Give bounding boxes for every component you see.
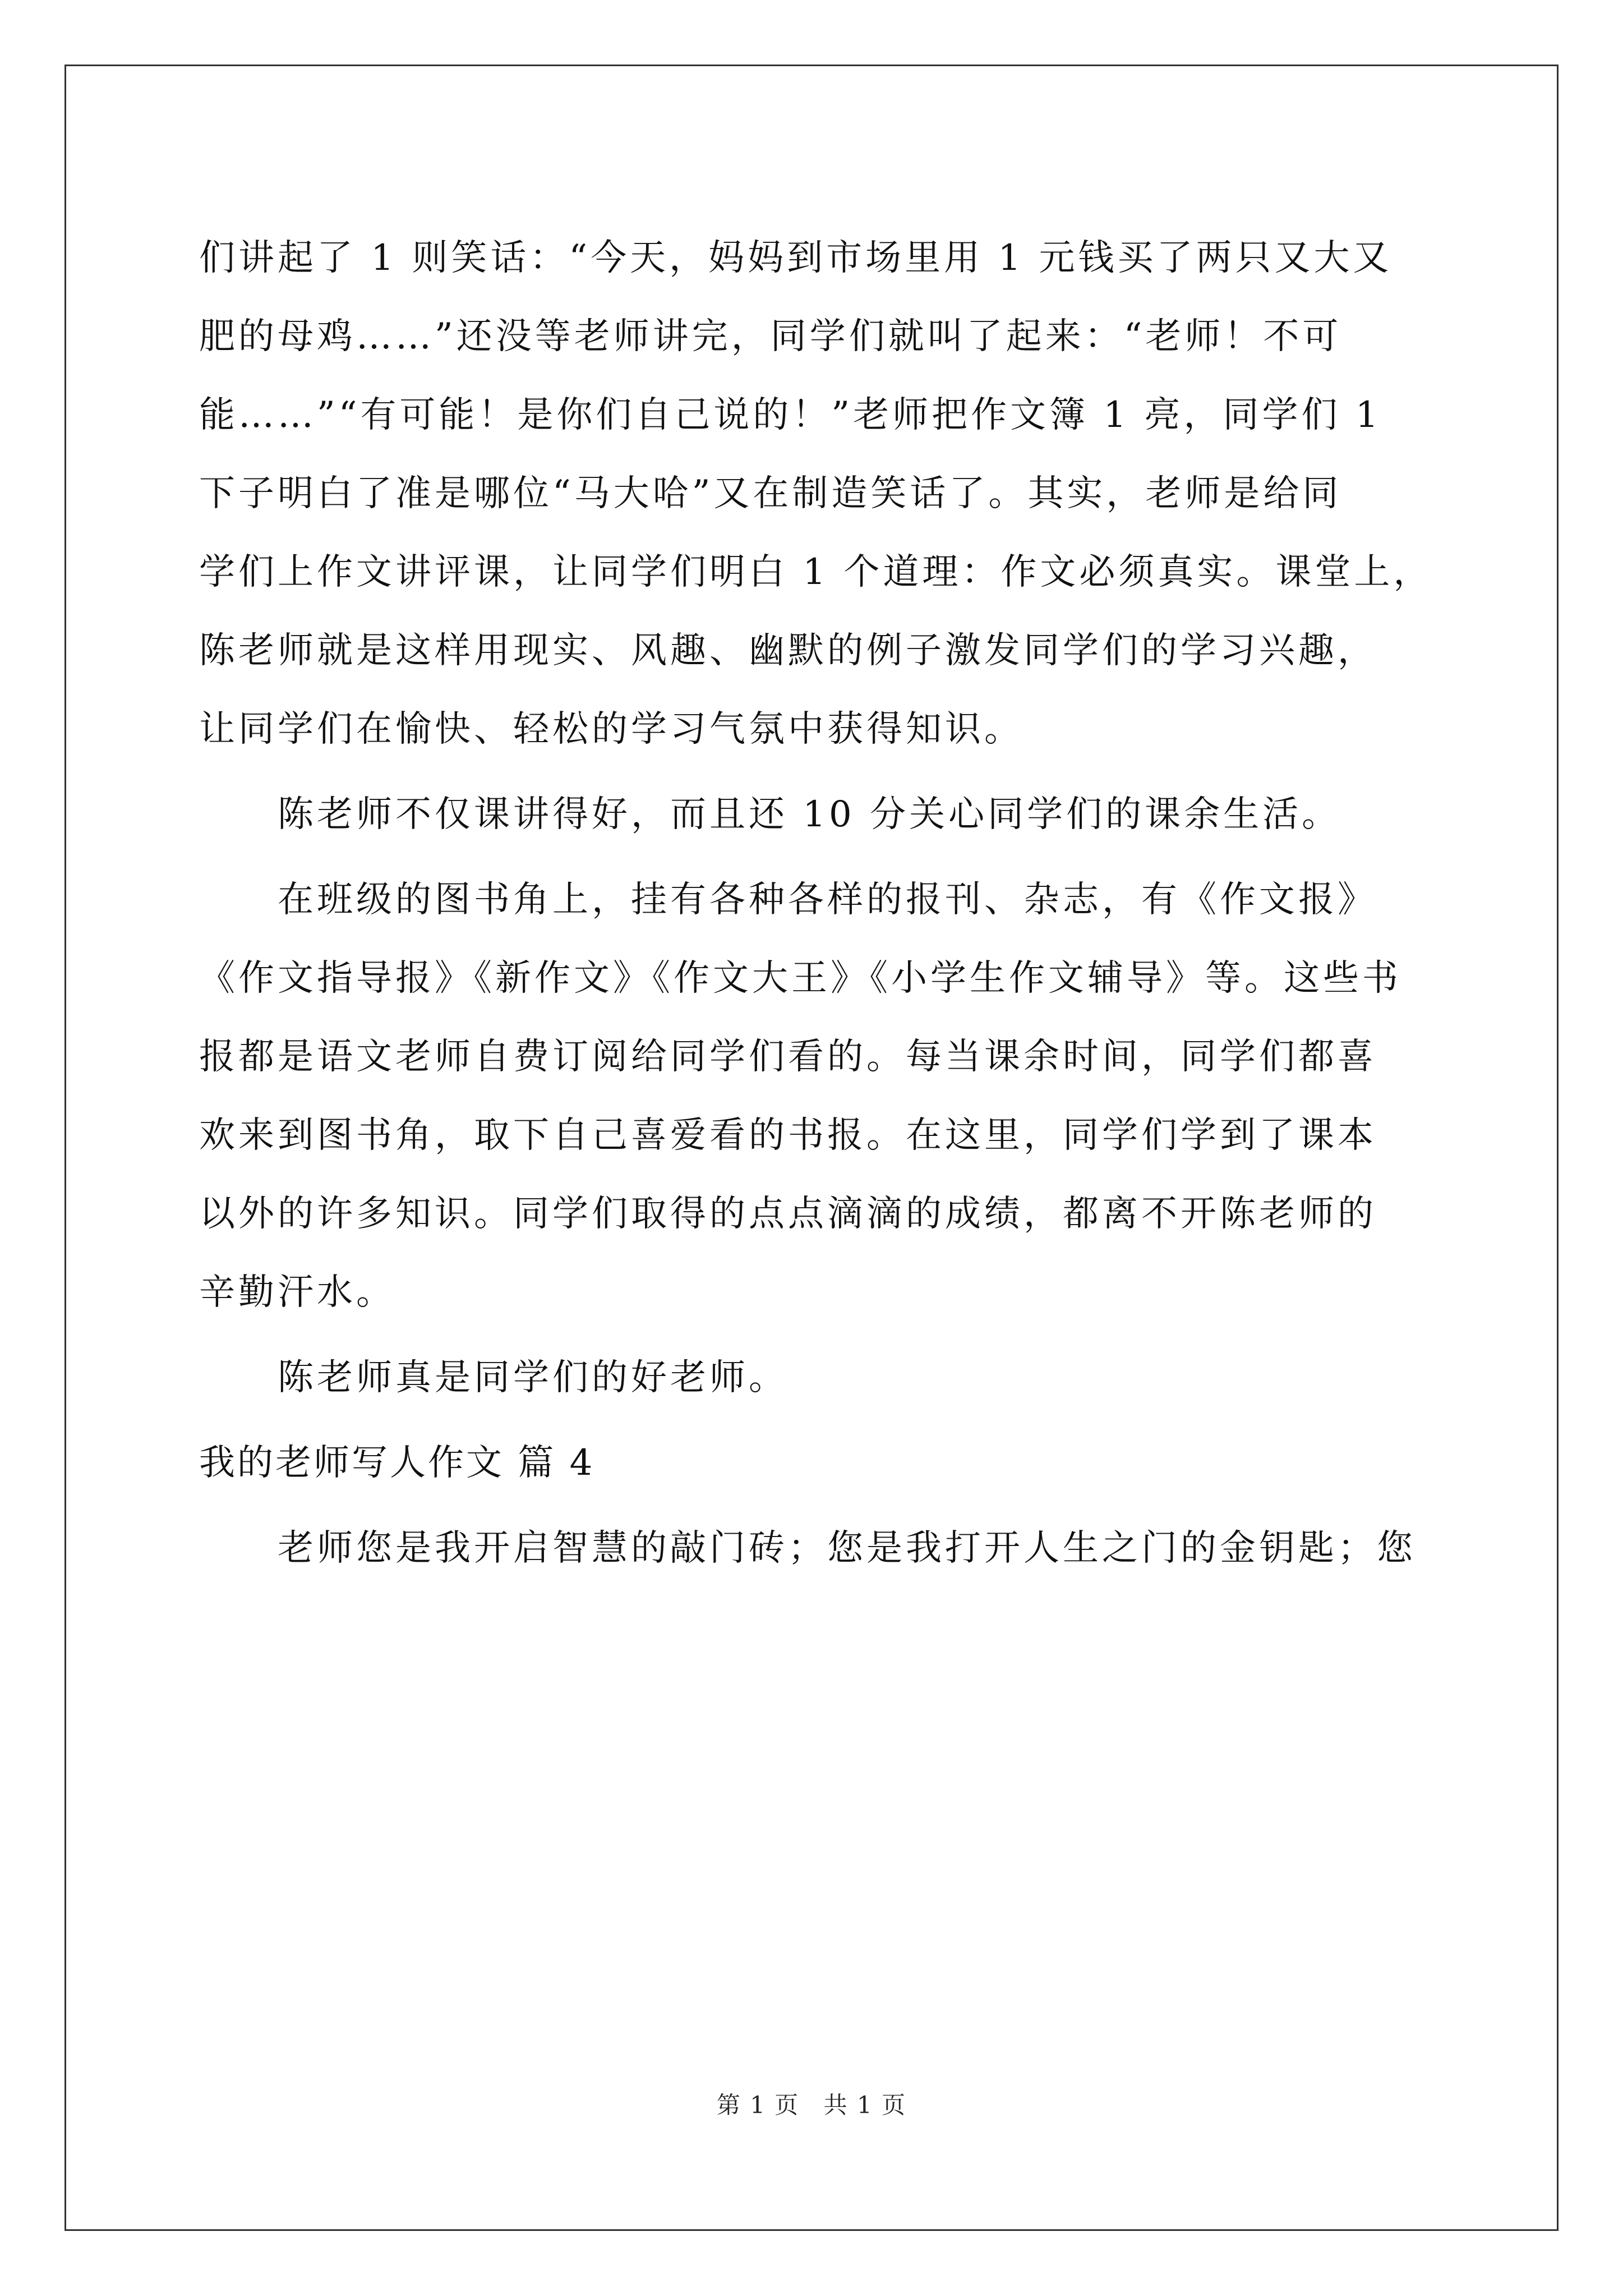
text-line: 报都是语文老师自费订阅给同学们看的。每当课余时间，同学们都喜 bbox=[199, 1036, 1377, 1078]
text-line: 陈老师不仅课讲得好，而且还 10 分关心同学们的课余生活。 bbox=[278, 794, 1341, 835]
paragraph bbox=[199, 861, 1433, 1332]
text-line: 老师您是我开启智慧的敲门砖；您是我打开人生之门的金钥匙；您 bbox=[278, 1527, 1416, 1569]
document-body bbox=[199, 219, 1433, 1588]
text-line: 们讲起了 1 则笑话：“今天，妈妈到市场里用 1 元钱买了两只又大又 bbox=[199, 237, 1393, 279]
text-line: 让同学们在愉快、轻松的学习气氛中获得知识。 bbox=[199, 708, 1023, 750]
paragraph bbox=[199, 1509, 1433, 1588]
text-line: 陈老师真是同学们的好老师。 bbox=[278, 1357, 788, 1398]
page-footer bbox=[0, 2087, 1623, 2120]
text-line: 在班级的图书角上，挂有各种各样的报刊、杂志，有《作文报》 bbox=[278, 879, 1377, 921]
page-total: 共 1 页 bbox=[823, 2091, 907, 2119]
section-heading-text: 我的老师写人作文 篇 4 bbox=[199, 1442, 595, 1484]
text-line: 学们上作文讲评课，让同学们明白 1 个道理：作文必须真实。课堂上， bbox=[199, 551, 1433, 593]
text-line: 陈老师就是这样用现实、风趣、幽默的例子激发同学们的学习兴趣， bbox=[199, 630, 1377, 671]
text-line: 《作文指导报》《新作文》《作文大王》《小学生作文辅导》等。这些书 bbox=[199, 958, 1401, 999]
text-line: 肥的母鸡……”还没等老师讲完，同学们就叫了起来：“老师！不可 bbox=[199, 316, 1342, 357]
paragraph bbox=[199, 775, 1433, 854]
text-line: 辛勤汗水。 bbox=[199, 1272, 395, 1313]
text-line: 下子明白了准是哪位“马大哈”又在制造笑话了。其实，老师是给同 bbox=[199, 473, 1342, 514]
text-line: 能……”“有可能！是你们自己说的！”老师把作文簿 1 亮，同学们 1 bbox=[199, 394, 1382, 436]
section-heading bbox=[199, 1424, 1433, 1502]
paragraph bbox=[199, 219, 1433, 769]
text-line: 以外的许多知识。同学们取得的点点滴滴的成绩，都离不开陈老师的 bbox=[199, 1193, 1377, 1235]
paragraph bbox=[199, 1338, 1433, 1417]
text-line: 欢来到图书角，取下自己喜爱看的书报。在这里，同学们学到了课本 bbox=[199, 1115, 1377, 1156]
page-number: 第 1 页 bbox=[716, 2091, 800, 2119]
